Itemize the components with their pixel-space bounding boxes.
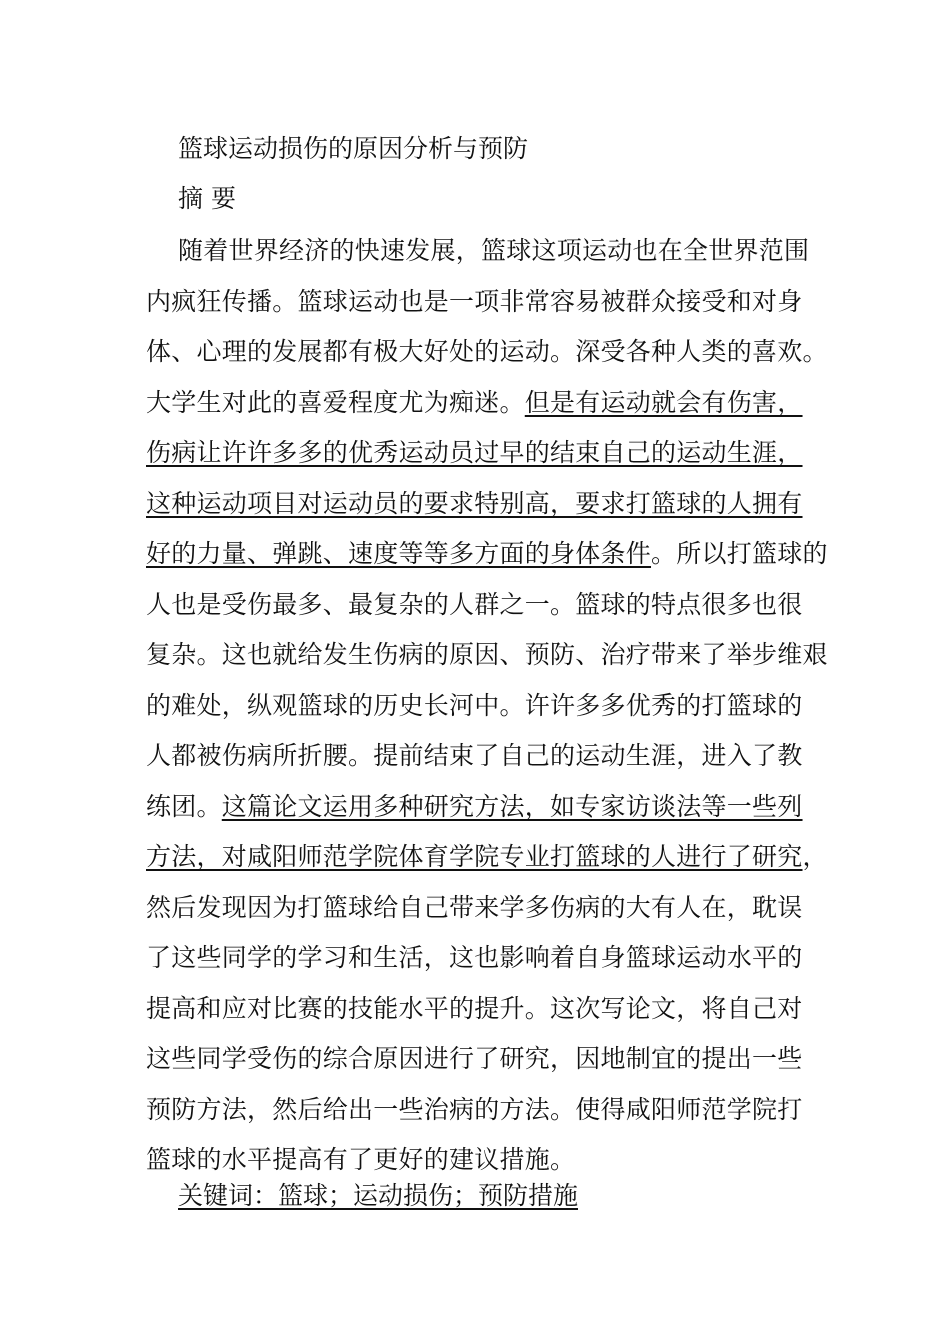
abstract-line bbox=[146, 479, 812, 530]
text-segment: 的难处，纵观篮球的历史长河中。许许多多优秀的打篮球的 bbox=[146, 690, 803, 720]
text-segment: 然后发现因为打篮球给自己带来学多伤病的大有人在，耽误 bbox=[146, 892, 803, 922]
text-segment: ， bbox=[802, 842, 828, 871]
abstract-line bbox=[146, 529, 828, 580]
abstract-line bbox=[146, 327, 828, 378]
abstract-heading: 摘 要 bbox=[178, 184, 236, 213]
abstract-line bbox=[146, 1085, 812, 1136]
text-segment: 体、心理的发展都有极大好处的运动。深受各种人类的喜欢。 bbox=[146, 337, 828, 366]
abstract-line bbox=[146, 883, 812, 934]
text-segment: 了这些同学的学习和生活，这也影响着自身篮球运动水平的 bbox=[146, 943, 803, 972]
text-segment: 预防方法，然后给出一些治病的方法。使得咸阳师范学院打 bbox=[146, 1094, 803, 1124]
text-segment: 篮球的水平提高有了更好的建议措施。 bbox=[146, 1145, 576, 1174]
text-segment: 。所以打篮球的 bbox=[651, 539, 828, 568]
text-segment: 练团。 bbox=[146, 791, 222, 821]
abstract-line bbox=[146, 731, 812, 782]
text-segment: 复杂。这也就给发生伤病的原因、预防、治疗带来了举步维艰 bbox=[146, 640, 828, 669]
abstract-line bbox=[146, 277, 812, 328]
text-segment: 人都被伤病所折腰。提前结束了自己的运动生涯，进入了教 bbox=[146, 741, 803, 770]
abstract-line bbox=[146, 681, 812, 732]
text-segment: 这些同学受伤的综合原因进行了研究，因地制宜的提出一些 bbox=[146, 1044, 803, 1073]
abstract-line bbox=[146, 226, 812, 277]
underlined-text: 这种运动项目对运动员的要求特别高，要求打篮球的人拥有 bbox=[146, 488, 803, 518]
underlined-text: 伤病让许许多多的优秀运动员过早的结束自己的运动生涯， bbox=[146, 438, 803, 467]
text-segment: 内疯狂传播。篮球运动也是一项非常容易被群众接受和对身 bbox=[146, 286, 803, 316]
abstract-line bbox=[146, 580, 812, 631]
underlined-text: 方法，对咸阳师范学院体育学院专业打篮球的人进行了研究 bbox=[146, 842, 803, 871]
abstract-line bbox=[146, 630, 828, 681]
underlined-text: 好的力量、弹跳、速度等等多方面的身体条件 bbox=[146, 539, 652, 568]
abstract-line bbox=[146, 933, 812, 984]
abstract-line bbox=[146, 832, 828, 883]
text-segment: 随着世界经济的快速发展，篮球这项运动也在全世界范围 bbox=[178, 236, 810, 265]
abstract-line bbox=[146, 782, 812, 833]
underlined-text: 但是有运动就会有伤害， bbox=[524, 387, 803, 417]
text-segment: 大学生对此的喜爱程度尤为痴迷。 bbox=[146, 387, 525, 417]
keywords-line: 关键词：篮球；运动损伤；预防措施 bbox=[178, 1181, 579, 1210]
abstract-line bbox=[146, 1034, 812, 1085]
text-segment: 提高和应对比赛的技能水平的提升。这次写论文，将自己对 bbox=[146, 993, 803, 1023]
abstract-line bbox=[146, 428, 812, 479]
abstract-line bbox=[146, 378, 812, 429]
text-segment: 人也是受伤最多、最复杂的人群之一。篮球的特点很多也很 bbox=[146, 589, 803, 619]
abstract-body bbox=[146, 226, 828, 1186]
underlined-text: 这篇论文运用多种研究方法，如专家访谈法等一些列 bbox=[221, 791, 803, 821]
abstract-line bbox=[146, 984, 812, 1035]
document-title: 篮球运动损伤的原因分析与预防 bbox=[178, 134, 529, 163]
